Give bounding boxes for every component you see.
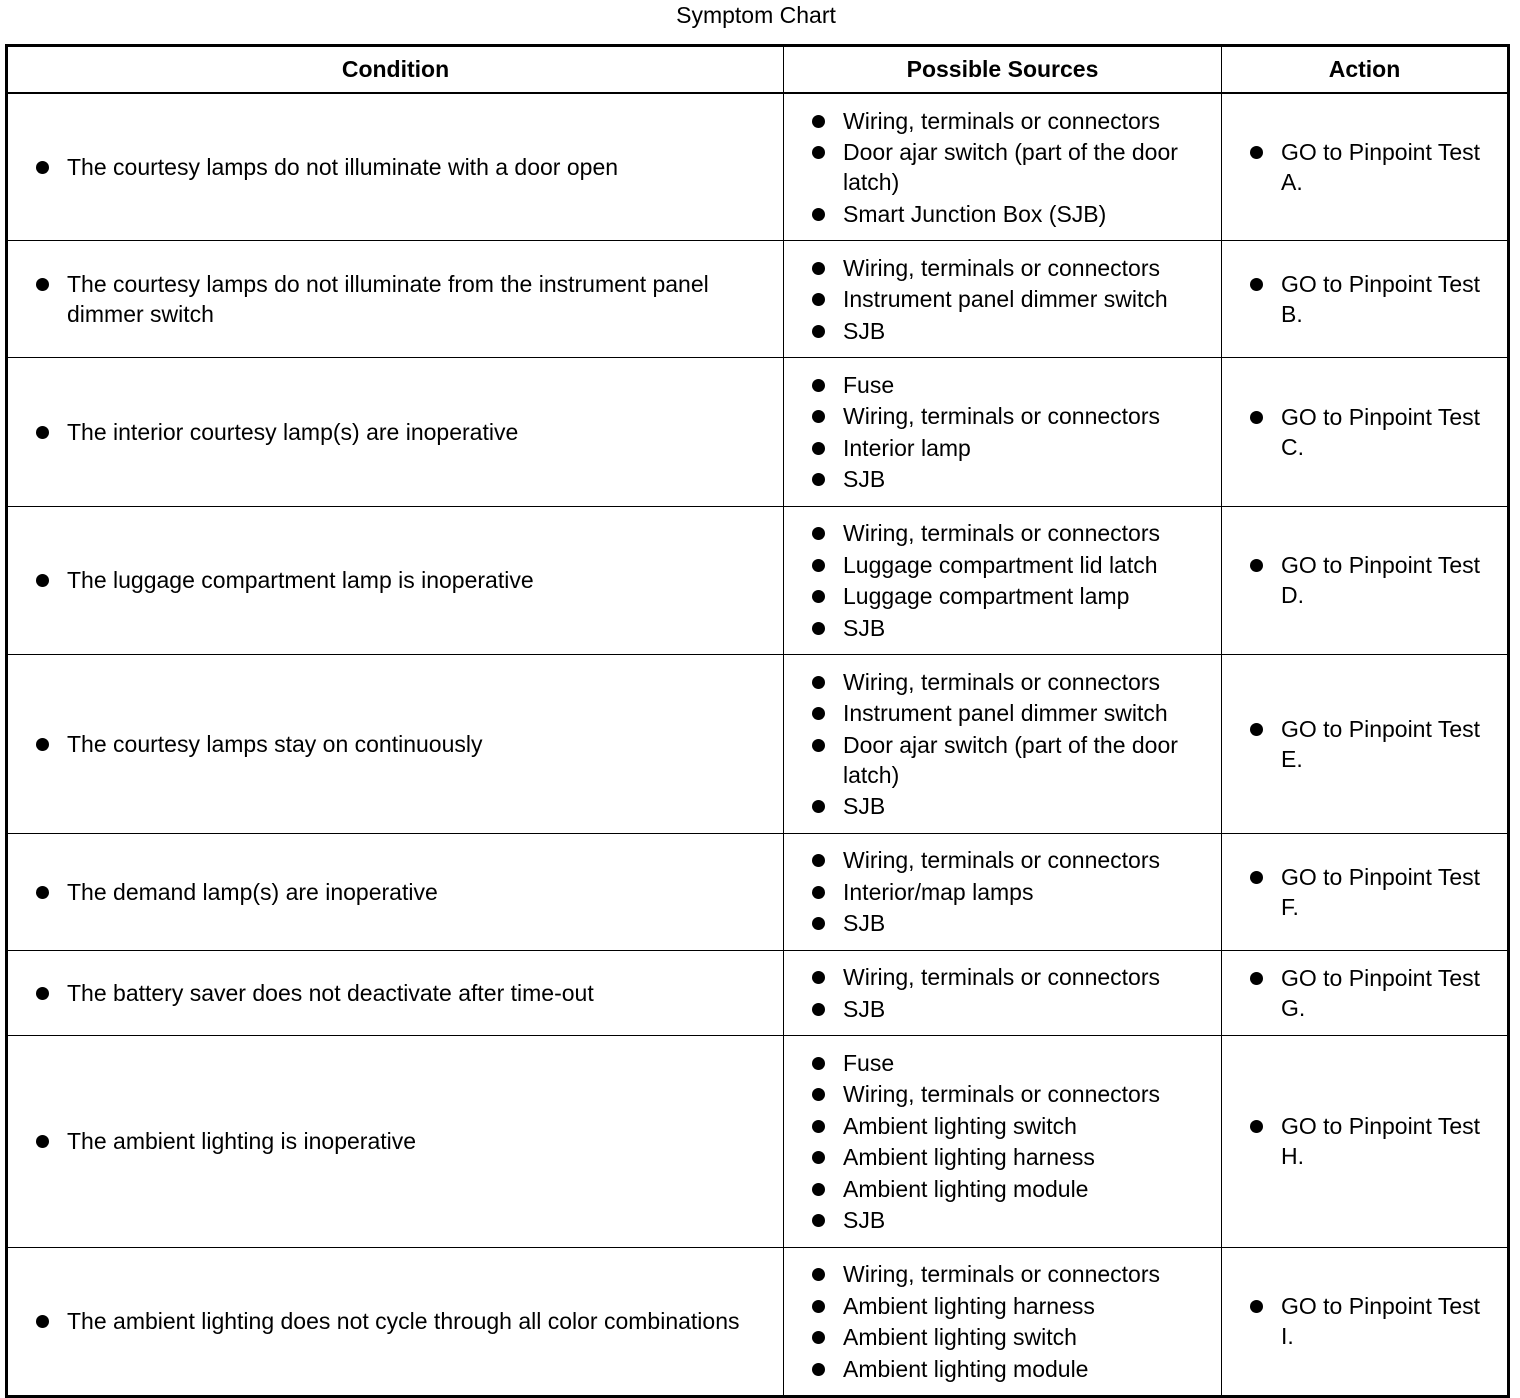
action-item — [1246, 963, 1497, 1023]
source-item — [808, 1291, 1211, 1321]
source-item-text: Wiring, terminals or connectors — [843, 1261, 1160, 1287]
action-item-text: GO to Pinpoint Test B. — [1281, 271, 1481, 327]
source-item — [808, 464, 1211, 494]
source-item-text: SJB — [843, 466, 886, 492]
source-item-text: Interior/map lamps — [843, 878, 1034, 905]
table-row — [7, 1247, 1509, 1397]
action-cell — [1222, 655, 1509, 834]
sources-cell — [784, 358, 1222, 507]
condition-list — [32, 729, 771, 759]
source-item — [808, 613, 1211, 643]
condition-list — [32, 269, 771, 329]
condition-cell — [7, 1036, 784, 1248]
table-row — [7, 1036, 1509, 1248]
sources-cell — [784, 1036, 1222, 1248]
action-item — [1246, 137, 1497, 197]
source-item-text: Ambient lighting switch — [843, 1324, 1077, 1350]
condition-list — [32, 877, 771, 907]
condition-cell — [7, 950, 784, 1036]
sources-list — [808, 667, 1211, 822]
source-item-text: Ambient lighting module — [843, 1355, 1089, 1382]
source-item-text: Ambient lighting module — [843, 1175, 1089, 1202]
action-item-text: GO to Pinpoint Test A. — [1281, 139, 1481, 195]
sources-list — [808, 518, 1211, 643]
table-row — [7, 950, 1509, 1036]
condition-cell — [7, 655, 784, 834]
sources-list — [808, 253, 1211, 346]
source-item-text: Instrument panel dimmer switch — [843, 700, 1168, 726]
source-item-text: Luggage compartment lamp — [843, 583, 1130, 609]
source-item — [808, 1259, 1211, 1289]
source-item — [808, 433, 1211, 463]
action-cell — [1222, 506, 1509, 655]
condition-item — [32, 152, 771, 182]
sources-cell — [784, 506, 1222, 655]
action-item-text: GO to Pinpoint Test D. — [1281, 552, 1481, 609]
source-item — [808, 401, 1211, 431]
source-item-text: Wiring, terminals or connectors — [843, 964, 1160, 990]
source-item — [808, 1079, 1211, 1109]
action-list — [1246, 137, 1497, 197]
table-row — [7, 655, 1509, 834]
condition-item — [32, 978, 771, 1008]
condition-item — [32, 269, 771, 329]
action-list — [1246, 402, 1497, 462]
source-item-text: Fuse — [843, 371, 895, 398]
condition-item-text: The courtesy lamps stay on continuously — [67, 730, 483, 757]
condition-list — [32, 152, 771, 182]
condition-item-text: The luggage compartment lamp is inoperative — [67, 567, 534, 594]
source-item — [808, 1048, 1211, 1078]
page-title: Symptom Chart — [676, 2, 836, 28]
source-item-text: Ambient lighting switch — [843, 1112, 1077, 1139]
source-item-text: Door ajar switch (part of the door latch) — [843, 731, 1178, 788]
source-item — [808, 994, 1211, 1024]
source-item-text: SJB — [843, 614, 886, 641]
source-item — [808, 106, 1211, 136]
table-row — [7, 358, 1509, 507]
source-item — [808, 845, 1211, 875]
action-list — [1246, 1291, 1497, 1351]
source-item-text: Door ajar switch (part of the door latch) — [843, 139, 1178, 195]
action-list — [1246, 1111, 1497, 1171]
condition-list — [32, 978, 771, 1008]
condition-cell — [7, 833, 784, 950]
sources-list — [808, 370, 1211, 495]
source-item-text: Ambient lighting harness — [843, 1144, 1095, 1170]
action-item — [1246, 269, 1497, 329]
source-item-text: Ambient lighting harness — [843, 1292, 1095, 1319]
condition-column-header: Condition — [7, 46, 784, 94]
table-body — [7, 93, 1509, 1397]
source-item — [808, 370, 1211, 400]
condition-list — [32, 565, 771, 595]
action-item-text: GO to Pinpoint Test G. — [1281, 964, 1481, 1021]
source-item-text: Wiring, terminals or connectors — [843, 668, 1160, 695]
sources-column-header: Possible Sources — [784, 46, 1222, 94]
condition-cell — [7, 1247, 784, 1397]
source-item-text: SJB — [843, 995, 886, 1022]
source-item — [808, 667, 1211, 697]
source-item-text: Smart Junction Box (SJB) — [843, 200, 1107, 227]
condition-item — [32, 1306, 771, 1336]
action-cell — [1222, 358, 1509, 507]
source-item-text: SJB — [843, 793, 886, 819]
condition-cell — [7, 358, 784, 507]
source-item-text: Wiring, terminals or connectors — [843, 254, 1160, 281]
source-item — [808, 550, 1211, 580]
condition-item-text: The interior courtesy lamp(s) are inoperative — [67, 418, 519, 445]
sources-list — [808, 106, 1211, 229]
source-item-text: Wiring, terminals or connectors — [843, 520, 1160, 546]
sources-list — [808, 962, 1211, 1024]
source-item-text: Interior lamp — [843, 434, 971, 461]
sources-cell — [784, 93, 1222, 241]
action-item-text: GO to Pinpoint Test E. — [1281, 715, 1481, 772]
condition-item-text: The ambient lighting does not cycle through all color combinations — [67, 1308, 740, 1335]
sources-list — [808, 1259, 1211, 1384]
action-item-text: GO to Pinpoint Test H. — [1281, 1113, 1481, 1170]
action-item-text: GO to Pinpoint Test I. — [1281, 1293, 1481, 1350]
source-item — [808, 518, 1211, 548]
action-cell — [1222, 950, 1509, 1036]
action-list — [1246, 269, 1497, 329]
action-item — [1246, 402, 1497, 462]
action-item-text: GO to Pinpoint Test F. — [1281, 863, 1481, 920]
action-column-header: Action — [1222, 46, 1509, 94]
condition-list — [32, 1306, 771, 1336]
source-item — [808, 1174, 1211, 1204]
sources-list — [808, 845, 1211, 938]
condition-item-text: The ambient lighting is inoperative — [67, 1128, 417, 1155]
action-list — [1246, 550, 1497, 610]
sources-cell — [784, 833, 1222, 950]
source-item-text: Fuse — [843, 1049, 895, 1076]
source-item — [808, 877, 1211, 907]
source-item — [808, 1354, 1211, 1384]
table-row — [7, 93, 1509, 241]
sources-cell — [784, 1247, 1222, 1397]
condition-list — [32, 417, 771, 447]
source-item-text: SJB — [843, 1207, 886, 1233]
source-item — [808, 253, 1211, 283]
source-item-text: Wiring, terminals or connectors — [843, 107, 1160, 134]
source-item — [808, 1111, 1211, 1141]
source-item-text: Wiring, terminals or connectors — [843, 847, 1160, 873]
table-header-row — [7, 46, 1509, 94]
source-item — [808, 791, 1211, 821]
table-row — [7, 833, 1509, 950]
condition-cell — [7, 93, 784, 241]
condition-list — [32, 1126, 771, 1156]
source-item-text: Luggage compartment lid latch — [843, 551, 1158, 578]
action-cell — [1222, 833, 1509, 950]
action-item — [1246, 1291, 1497, 1351]
condition-item — [32, 417, 771, 447]
sources-cell — [784, 655, 1222, 834]
condition-item-text: The courtesy lamps do not illuminate with a door open — [67, 154, 619, 180]
action-item-text: GO to Pinpoint Test C. — [1281, 403, 1481, 460]
source-item — [808, 698, 1211, 728]
source-item — [808, 581, 1211, 611]
action-cell — [1222, 93, 1509, 241]
source-item-text: Instrument panel dimmer switch — [843, 286, 1168, 312]
action-item — [1246, 550, 1497, 610]
action-cell — [1222, 241, 1509, 358]
condition-item-text: The demand lamp(s) are inoperative — [67, 878, 438, 905]
source-item-text: SJB — [843, 910, 886, 936]
table-row — [7, 506, 1509, 655]
action-list — [1246, 714, 1497, 774]
table-row — [7, 241, 1509, 358]
source-item — [808, 1322, 1211, 1352]
source-item-text: SJB — [843, 317, 886, 344]
source-item — [808, 1205, 1211, 1235]
condition-item — [32, 1126, 771, 1156]
source-item — [808, 730, 1211, 790]
source-item — [808, 316, 1211, 346]
action-cell — [1222, 1247, 1509, 1397]
source-item — [808, 284, 1211, 314]
condition-item — [32, 877, 771, 907]
source-item-text: Wiring, terminals or connectors — [843, 1081, 1160, 1107]
action-list — [1246, 862, 1497, 922]
action-item — [1246, 862, 1497, 922]
action-item — [1246, 1111, 1497, 1171]
sources-cell — [784, 950, 1222, 1036]
symptom-table — [5, 44, 1510, 1398]
source-item — [808, 199, 1211, 229]
source-item — [808, 137, 1211, 197]
source-item — [808, 1142, 1211, 1172]
condition-cell — [7, 506, 784, 655]
action-item — [1246, 714, 1497, 774]
sources-list — [808, 1048, 1211, 1236]
action-cell — [1222, 1036, 1509, 1248]
condition-item — [32, 729, 771, 759]
source-item — [808, 962, 1211, 992]
source-item — [808, 908, 1211, 938]
action-list — [1246, 963, 1497, 1023]
sources-cell — [784, 241, 1222, 358]
condition-cell — [7, 241, 784, 358]
condition-item — [32, 565, 771, 595]
condition-item-text: The battery saver does not deactivate after time-out — [67, 979, 594, 1006]
source-item-text: Wiring, terminals or connectors — [843, 403, 1160, 429]
condition-item-text: The courtesy lamps do not illuminate from the instrument panel dimmer switch — [67, 271, 709, 327]
